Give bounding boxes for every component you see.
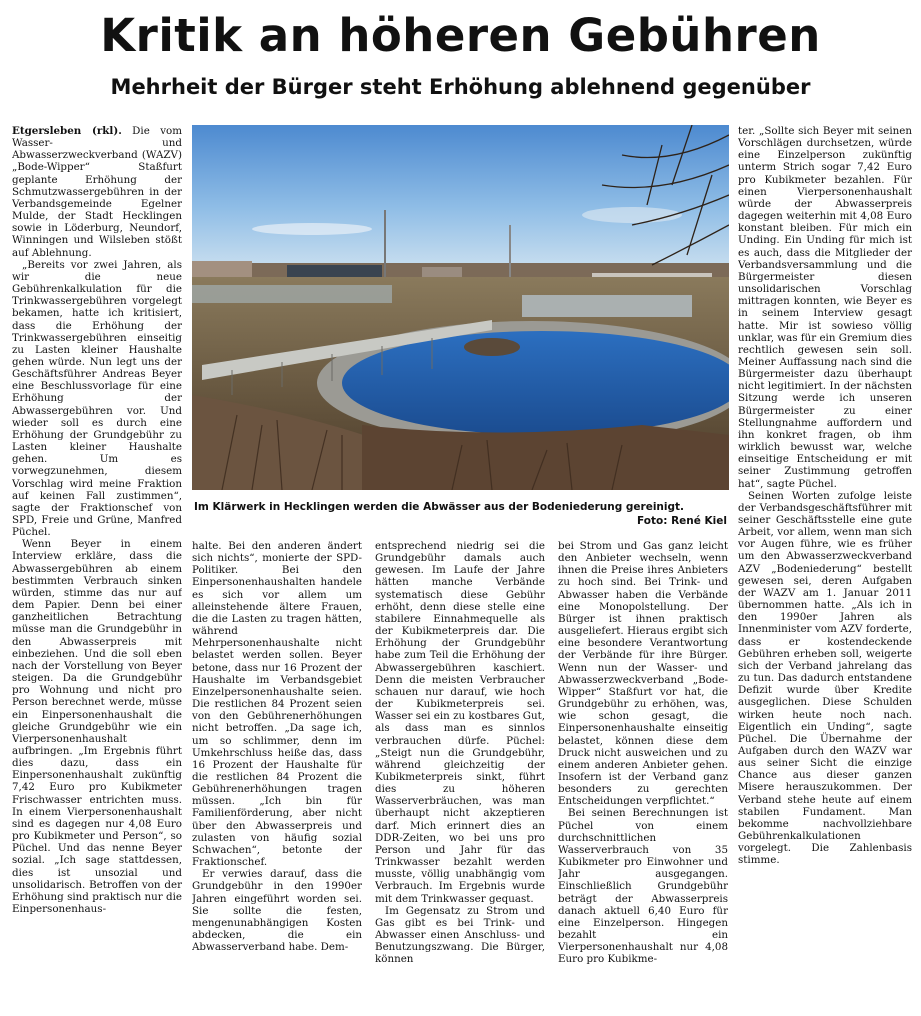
article-column-1 <box>12 125 182 1015</box>
article-column-2 <box>192 540 362 1016</box>
paragraph-text: Die vom Wasser- und Abwasserzweckverband (WAZV) „Bode-Wipper“ Staßfurt geplante Erhöhung der Schmutzwassergebühren in der Verbandsgemeinde Egelner Mulde, der Stadt Hecklingen sowie in Löderburg, Neundorf, Winningen und Wilsleben stößt auf Ablehnung. <box>12 125 182 259</box>
sewage-plant-image <box>192 125 729 490</box>
paragraph: Bei seinen Berechnungen ist Püchel von einem durchschnittlichen Wasserverbrauch von 35 Kubikmeter pro Einwohner und Jahr ausgegangen. Einschließlich Grundgebühr beträgt der Abwasserpreis danach aktuell 6,40 Euro für eine Einzelperson. Hingegen bezahlt ein Vierpersonenhaushalt nur 4,08 Euro pro Kubikme- <box>558 807 728 966</box>
paragraph: bei Strom und Gas ganz leicht den Anbieter wechseln, wenn ihnen die Preise ihres Anbieters zu hoch sind. Bei Trink- und Abwasser haben die Verbände eine Monopolstellung. Der Bürger ist ihnen praktisch ausgeliefert. Hieraus ergibt sich eine besondere Verantwortung der Verbände für ihre Bürger. Wenn nun der Wasser- und Abwasserzweckverband „Bode-Wipper“ Staßfurt vor hat, die Grundgebühr zu erhöhen, was, wie schon gesagt, die Einpersonenhaushalte einseitig belastet, können diese dem Druck nicht ausweichen und zu einem anderen Anbieter gehen. Insofern ist der Verband ganz besonders zu gerechten Entscheidungen verpflichtet.“ <box>558 540 728 808</box>
paragraph <box>12 125 182 259</box>
paragraph: entsprechend niedrig sei die Grundgebühr damals auch gewesen. Im Laufe der Jahre hätten manche Verbände systematisch diese Gebühr erhöht, denn diese stelle eine stabilere Einnahmequelle als der Kubikmeterpreis dar. Die Erhöhung der Grundgebühr habe zum Teil die Erhöhung der Abwassergebühren kaschiert. Denn die meisten Verbraucher schauen nur darauf, wie hoch der Kubikmeterpreis sei. Wasser sei ein zu kostbares Gut, als dass man es sinnlos verbrauchen dürfe. Püchel: „Steigt nun die Grundgebühr, während gleichzeitig der Kubikmeterpreis sinkt, führt dies zu höheren Wasserverbräuchen, was man überhaupt nicht akzeptieren darf. Mich erinnert dies an DDR-Zeiten, wo bei uns pro Person und Jahr für das Trinkwasser bezahlt werden musste, völlig unabhängig vom Verbrauch. Im Ergebnis wurde mit dem Trinkwasser gequast. <box>375 540 545 905</box>
paragraph: Seinen Worten zufolge leiste der Verbandsgeschäftsführer mit seiner Geschäftsstelle eine gute Arbeit, vor allem, wenn man sich vor Augen führe, wie es früher um den Abwasserzweckverband AZV „Bodeniederung“ bestellt gewesen sei, deren Aufgaben der WAZV am 1. Januar 2011 übernommen hatte. „Als ich in den 1990er Jahren als Innenminister vom AZV forderte, dass er kostendeckende Gebühren erheben soll, weigerte sich der Verband jahrelang das zu tun. Das dadurch entstandene Defizit wurde über Kredite ausgeglichen. Diese Schulden wirken heute noch nach. Eigentlich ein Unding“, sagte Püchel. Die Übernahme der Aufgaben durch den WAZV war aus seiner Sicht die einzige Chance aus dieser ganzen Misere herauszukommen. Der Verband stehe heute auf einem stabilen Fundament. Man bekomme nachvollziehbare Gebührenkalkulationen vorgelegt. Die Zahlenbasis stimme. <box>738 489 912 867</box>
paragraph: Wenn Beyer in einem Interview erkläre, dass die Abwassergebühren ab einem bestimmten Verbrauch sinken würden, stimme das nur auf dem Papier. Denn bei einer ganzheitlichen Betrachtung müsse man die Grundgebühr in den Abwasserpreis mit einbeziehen. Und die soll eben nach der Vorstellung von Beyer steigen. Da die Grundgebühr pro Wohnung und nicht pro Person berechnet werde, müsse ein Einpersonenhaushalt die gleiche Grundgebühr wie ein Vierpersonenhaushalt aufbringen. „Im Ergebnis führt dies dazu, dass ein Einpersonenhaushalt zukünftig 7,42 Euro pro Kubikmeter Frischwasser entrichten muss. In einem Vierpersonenhaushalt sind es dagegen nur 4,08 Euro pro Kubikmeter und Person“, so Püchel. Und das nenne Beyer sozial. „Ich sage stattdessen, dies ist unsozial und unsolidarisch. Betroffen von der Erhöhung sind praktisch nur die Einpersonenhaus- <box>12 538 182 915</box>
article-column-5 <box>738 125 912 1015</box>
paragraph: „Bereits vor zwei Jahren, als wir die neue Gebührenkalkulation für die Trinkwassergebühren vorgelegt bekamen, hatte ich kritisiert, dass die Erhöhung der Trinkwassergebühren einseitig zu Lasten kleiner Haushalte gehen würde. Nun legt uns der Geschäftsführer Andreas Beyer eine Beschlussvorlage für eine Erhöhung der Abwassergebühren vor. Und wieder soll es durch eine Erhöhung der Grundgebühr zu Lasten kleiner Haushalte gehen. Um es vorwegzunehmen, diesem Vorschlag wird meine Fraktion auf keinen Fall zustimmen“, sagte der Fraktionschef von SPD, Freie und Grüne, Manfred Püchel. <box>12 258 182 539</box>
article-column-4 <box>558 540 728 1016</box>
dateline: Etgersleben (rkl). <box>12 125 122 137</box>
photo-credit: Foto: René Kiel <box>637 515 727 527</box>
article-column-3 <box>375 540 545 1016</box>
paragraph: Er verwies darauf, dass die Grundgebühr in den 1990er Jahren eingeführt worden sei. Sie sollte die festen, mengenunabhängigen Kosten abdecken, die ein Abwasserverband habe. Dem- <box>192 868 362 954</box>
photo-caption <box>194 500 727 528</box>
sewage-plant-photo <box>192 125 729 490</box>
subheadline: Mehrheit der Bürger steht Erhöhung ablehnend gegenüber <box>110 75 811 99</box>
caption-text: Im Klärwerk in Hecklingen werden die Abwässer aus der Bodeniederung gereinigt. <box>194 501 685 513</box>
paragraph: ter. „Sollte sich Beyer mit seinen Vorschlägen durchsetzen, würde eine Einzelperson zukünftig unterm Strich sogar 7,42 Euro pro Kubikmeter bezahlen. Für einen Vierpersonenhaushalt würde der Abwasserpreis dagegen weiterhin mit 4,08 Euro konstant bleiben. Für mich ein Unding. Ein Unding für mich ist es auch, dass die Mitglieder der Verbandsversammlung und die Bürgermeister diesen unsolidarischen Vorschlag mittragen konnten, wie Beyer es in seinem Interview gesagt hatte. Mir ist sowieso völlig unklar, was für ein Gremium dies rechtlich gewesen sein soll. Meiner Auffassung nach sind die Bürgermeister dazu überhaupt nicht legitimiert. In der nächsten Sitzung werde ich unseren Bürgermeister zu einer Stellungnahme auffordern und ihn konkret fragen, ob ihm wirklich bewusst war, welche einseitige Entscheidung er mit seiner Zustimmung getroffen hat“, sagte Püchel. <box>738 125 912 490</box>
headline: Kritik an höheren Gebühren <box>100 9 821 62</box>
paragraph: halte. Bei den anderen ändert sich nichts“, monierte der SPD-Politiker. Bei den Einpersonenhaushalten handele es sich vor allem um alleinstehende ältere Frauen, die die Lasten zu tragen hätten, während Mehrpersonenhaushalte nicht belastet werden sollen. Beyer betone, dass nur 16 Prozent der Haushalte im Verbandsgebiet Einzelpersonenhaushalte seien. Die restlichen 84 Prozent seien von den Gebührenerhöhungen nicht betroffen. „Da sage ich, um so schlimmer, denn im Umkehrschluss heiße das, dass 16 Prozent der Haushalte für die restlichen 84 Prozent die Gebührenerhöhungen tragen müssen. „Ich bin für Familienförderung, aber nicht über den Abwasserpreis und zulasten von häufig sozial Schwachen“, betonte der Fraktionschef. <box>192 540 362 869</box>
paragraph: Im Gegensatz zu Strom und Gas gibt es bei Trink- und Abwasser einen Anschluss- und Benutzungszwang. Die Bürger, können <box>375 904 545 966</box>
